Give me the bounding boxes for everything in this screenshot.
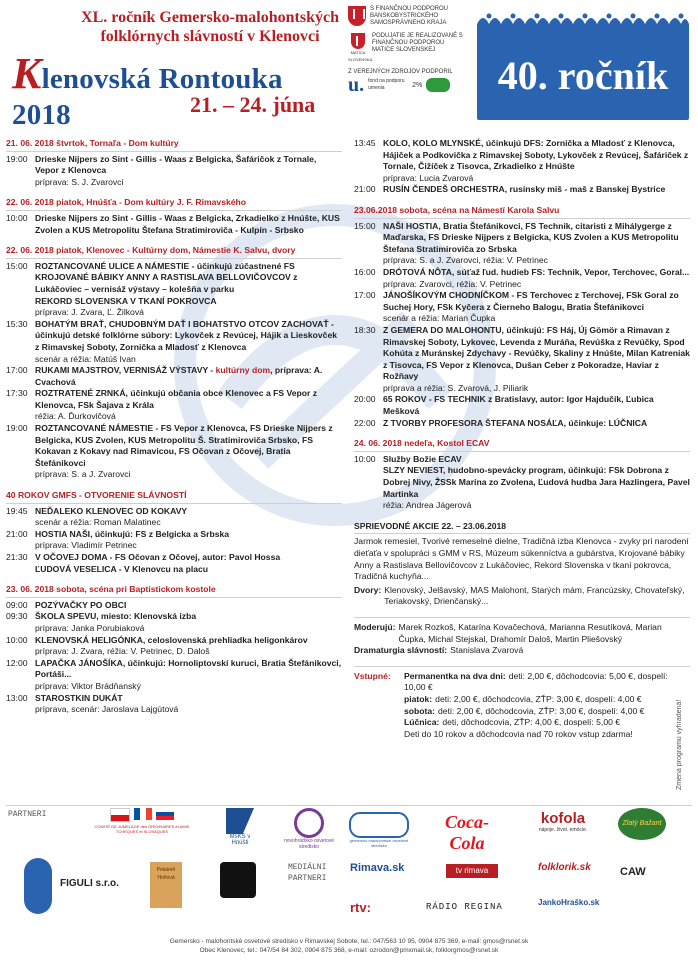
item-detail: príprava: Janka Porubiaková xyxy=(35,622,145,633)
item-body xyxy=(35,272,342,295)
item-time: 21:00 xyxy=(6,528,28,539)
sponsor-bbsk xyxy=(348,6,463,27)
vstupne-section xyxy=(354,666,690,741)
program-item xyxy=(354,221,690,267)
program-section xyxy=(354,138,690,196)
moderuju-label: Moderujú: xyxy=(354,621,396,632)
ruch-logo xyxy=(220,862,256,898)
program-item xyxy=(6,552,342,564)
credits-section xyxy=(354,617,690,657)
program-item xyxy=(6,611,342,634)
map-logo-icon xyxy=(426,78,450,92)
slovak-flag-icon xyxy=(156,808,174,820)
item-title: KLENOVSKÁ HELIGÓNKA, celoslovenská prehliadka heligonkárov xyxy=(35,634,308,645)
item-time: 10:00 xyxy=(6,634,28,645)
item-title: Služby Božie ECAV xyxy=(383,453,462,464)
item-title: NEĎALEKO KLENOVEC OD KOKAVY xyxy=(35,505,188,516)
item-detail: príprava: S. J. Zvarovci xyxy=(35,176,124,187)
vstupne-label: Vstupné: xyxy=(354,670,391,681)
item-time: 19:00 xyxy=(6,153,28,164)
item-body xyxy=(383,138,690,184)
pekaren-logo: Pekáreň Hriňová xyxy=(150,862,182,908)
item-time: 12:00 xyxy=(6,657,28,668)
kofola-logo xyxy=(528,810,598,833)
item-body xyxy=(35,261,342,273)
item-detail: scenár a réžia: Roman Malatinec xyxy=(35,517,161,528)
item-body xyxy=(35,552,342,564)
item-title: V OČOVEJ DOMA - FS Očovan z Očovej, autor: Pavol Hossa xyxy=(35,552,281,562)
item-detail: príprava: Vladimír Petrinec xyxy=(35,540,137,551)
title-initial: K xyxy=(12,49,42,98)
item-body xyxy=(35,658,342,693)
item-body xyxy=(383,325,690,395)
item-title: HOSTIA NAŠI, účinkujú: FS z Belgicka a Srbska xyxy=(35,528,230,539)
item-title: RUSÍN ČENDEŠ ORCHESTRA, rusínsky miš - maš z Banskej Bystrice xyxy=(383,184,666,195)
msks-text: MsKS v Hnúšti xyxy=(229,834,251,846)
program-item xyxy=(6,529,342,552)
program-section xyxy=(354,205,690,429)
program-item xyxy=(6,506,342,529)
item-time: 19:00 xyxy=(6,423,28,434)
sprievodne-section xyxy=(354,521,690,608)
price-day: piatok: xyxy=(404,693,433,704)
dvory-text: Klenovský, Jelšavský, MAS Malohont, Starých mám, Francúzsky, Chovateľský, Teriakovský, Drienčanský... xyxy=(384,584,685,607)
novohradske-icon xyxy=(294,808,324,838)
item-time: 17:30 xyxy=(6,388,28,399)
item-time: 22:00 xyxy=(354,417,376,428)
program-item xyxy=(6,272,342,295)
price-day: Lúčnica: xyxy=(404,717,440,728)
item-time: 13:45 xyxy=(354,138,376,148)
item-detail: príprava: Lucia Zvarová xyxy=(383,172,474,183)
item-title: ROZTANCOVANÉ NÁMESTIE - FS Vepor z Klenovca, FS Drieske Nijpers z Belgicka, KUS Zvolen, KUS Metropolitu Š. Stratimiroviča Srbsko, FS Kokavan z Kokavy nad Rimavicou, FS Očovan z Očovej, Bratia Štefánikovci xyxy=(35,423,333,468)
item-time: 15:30 xyxy=(6,318,28,329)
price-day: sobota: xyxy=(404,705,436,716)
program-item xyxy=(354,465,690,511)
item-title: Z TVORBY PROFESORA ŠTEFANA NOSÁĽA, účinkuje: LÚČNICA xyxy=(383,417,648,428)
rimava-logo: Rimava.sk xyxy=(350,862,405,874)
program-item xyxy=(354,325,690,395)
anniversary-text: 40. ročník xyxy=(497,53,669,98)
program-item xyxy=(6,693,342,716)
item-body xyxy=(35,611,342,634)
folklorik-logo: folklorik.sk xyxy=(538,862,591,873)
item-time xyxy=(6,564,35,576)
item-detail: príprava: S. a J. Zvarovci, réžia: V. Petrinec xyxy=(383,255,548,266)
section-heading: 23.06.2018 sobota, scéna na Námestí Karola Salvu xyxy=(354,205,690,219)
item-time: 19:45 xyxy=(6,505,28,516)
comite-text: COMITÉ DE JUMELAGE des ORIGINAIRES et AMIS TCHEQUES et SLOVAQUES xyxy=(94,824,190,834)
price-row xyxy=(404,694,690,706)
program-item xyxy=(6,213,342,236)
item-body xyxy=(35,365,342,388)
item-title: Z GEMERA DO MALOHONTU, účinkujú: FS Háj, Új Gömör a Rimavan z Rimavskej Soboty, Lykovec, Levenda z Muráňa, Revúška z Revúčky, Spod Kohúta z Muránskej Zdychavy - Revúčky, Skaliny z Hnúšte, Milan Katreniak z Tisovca, FS Vepor z Klenovca, Dušan Ceber z Pokoradze, Haviar z Rožňavy xyxy=(383,324,690,382)
item-body xyxy=(35,600,342,612)
header-line-1: XL. ročník Gemersko-malohontských xyxy=(81,9,339,26)
item-body xyxy=(383,267,690,290)
section-heading: 22. 06. 2018 piatok, Hnúšťa - Dom kultúry J. F. Rimavského xyxy=(6,197,342,211)
moderuju-row xyxy=(354,622,690,645)
item-time: 15:00 xyxy=(354,220,376,231)
zlaty-bazant-logo: Zlatý Bažant xyxy=(618,808,666,840)
price-values: deti: 2,00 €, dôchodcovia: 5,00 €, dospelí: 10,00 € xyxy=(404,670,668,693)
item-title: 65 ROKOV - FS TECHNIK z Bratislavy, autor: Igor Hajdučík, Ľubica Mešková xyxy=(383,394,654,417)
item-title: KROJOVANÉ BÁBIKY ANNY A RASTISLAVA BELLOVIČOVCOV z Lukáčoviec – vernisáž výstavy – kolešňa v parku xyxy=(35,272,298,294)
msks-logo xyxy=(222,808,258,846)
program-section xyxy=(6,584,342,716)
item-body xyxy=(35,319,342,365)
radio-regina-logo: RÁDIO REGINA xyxy=(426,902,503,912)
program-item xyxy=(6,423,342,481)
program-right-column xyxy=(354,138,690,749)
price-values: deti: 2,00 €, dôchodcovia, ZŤP: 3,00 €, dospelí: 4,00 € xyxy=(435,693,642,704)
item-time: 21:30 xyxy=(6,552,28,562)
sponsor-bbsk-text: S FINANČNOU PODPOROU BANSKOBYSTRICKÉHO SAMOSPRÁVNEHO KRAJA xyxy=(370,6,449,26)
vstupne-row xyxy=(354,671,690,741)
item-body xyxy=(35,529,342,552)
czech-flag-icon xyxy=(110,808,130,822)
novohradske-logo xyxy=(282,808,336,850)
item-title: JÁNOŠÍKOVÝM CHODNÍČKOM - FS Terchovec z Terchovej, FSk Goral zo Suchej Hory, FSk Kyčera z Čierneho Balogu, Bratia Štefánikovci xyxy=(383,290,679,312)
item-detail: príprava a réžia: S. Zvarová, J. Piliarik xyxy=(383,382,529,393)
item-time: 21:00 xyxy=(354,184,376,195)
footer-line-2: Obec Klenovec, tel.: 047/54 84 302, 0904 875 368, e-mail: ozrodon@pmxmail.sk, folklorgmos@rsnet.sk xyxy=(199,947,499,954)
dramaturgia-row xyxy=(354,645,690,657)
program-item xyxy=(354,138,690,184)
item-time: 20:00 xyxy=(354,394,376,405)
item-time: 17:00 xyxy=(354,290,376,301)
program-section xyxy=(6,490,342,575)
sprievodne-heading: SPRIEVODNÉ AKCIE 22. – 23.06.2018 xyxy=(354,521,690,535)
item-body xyxy=(383,221,690,267)
program-item xyxy=(354,394,690,417)
item-body xyxy=(383,465,690,511)
item-time: 17:00 xyxy=(6,365,28,376)
right-sections xyxy=(354,138,690,512)
item-title: ROZTRATENÉ ZRNKÁ, účinkujú občania obce Klenovec a FS Vepor z Klenovca, FSk Šajava z Krála xyxy=(35,388,318,410)
program-item xyxy=(6,635,342,658)
sponsor-matica-text: PODUJATIE JE REALIZOVANÉ S FINANČNOU PODPOROU MATICE SLOVENSKEJ xyxy=(372,33,463,53)
item-time: 10:00 xyxy=(354,453,376,464)
item-detail: príprava: Viktor Brádňanský xyxy=(35,680,141,691)
media-label-1: MEDIÁLNI xyxy=(288,863,327,872)
caw-logo: CAW xyxy=(620,866,646,878)
item-title: ĽUDOVÁ VESELICA - V Klenovcu na placu xyxy=(35,563,209,574)
price-row xyxy=(404,671,690,694)
item-body xyxy=(383,418,690,430)
fpu-text: fond na podporu umenia xyxy=(368,78,405,91)
matica-logo-text: MATICA SLOVENSKÁ xyxy=(348,50,373,62)
program-item xyxy=(6,319,342,365)
kofola-text: kofola xyxy=(540,810,586,827)
item-time: 09:30 xyxy=(6,611,28,622)
item-title: REKORD SLOVENSKA V TKANÍ POKROVCA xyxy=(35,295,217,306)
item-body xyxy=(383,290,690,325)
program-item xyxy=(354,267,690,290)
price-day: Permanentka na dva dni: xyxy=(404,670,506,681)
item-title: DRÓTOVÁ NÔTA, súťaž ľud. hudieb FS: Technik, Vepor, Terchovec, Goral... xyxy=(383,266,690,277)
item-time: 09:00 xyxy=(6,599,28,610)
program-section xyxy=(6,197,342,236)
two-percent-label: 2% xyxy=(412,81,423,89)
program-left-column xyxy=(6,138,342,725)
bbsk-shield-icon xyxy=(348,6,366,26)
program-item xyxy=(354,418,690,430)
free-entry-note: Deti do 10 rokov a dôchodcovia nad 70 rokov vstup zdarma! xyxy=(404,728,633,739)
item-time xyxy=(6,272,35,295)
item-title: BOHATÝM BRAŤ, CHUDOBNÝM DAŤ I BOHATSTVO OTCOV ZACHOVAŤ - účinkujú detské folklórne súbory: Lykovček z Revúcej, Hájik a Lieskovček z Rimavskej Soboty, Zornička a Mladosť z Klenovca xyxy=(35,318,338,352)
item-body xyxy=(35,154,342,189)
program-item xyxy=(354,454,690,466)
item-title: STAROSTKIN DUKÁT xyxy=(35,692,123,703)
french-flag-icon xyxy=(134,808,152,820)
gmos-icon xyxy=(349,812,409,838)
item-title: SLZY NEVIEST, hudobno-spevácky program, účinkujú: FSk Dobrona z Dobrej Nivy, ŽSSk Marína zo Zvolena, Ľudová hudba Jara Hazlingera, Pavel Martinka xyxy=(383,465,690,499)
section-heading: 22. 06. 2018 piatok, Klenovec - Kultúrny dom, Námestie K. Salvu, dvory xyxy=(6,245,342,259)
folk-figure-logo xyxy=(24,858,52,914)
price-values: deti: 2,00 €, dôchodcovia, ZŤP: 3,00 €, dospelí: 4,00 € xyxy=(438,705,645,716)
footer-contacts xyxy=(0,937,698,955)
dvory-row xyxy=(354,585,690,608)
program-item xyxy=(6,658,342,693)
fpu-u-icon: u. xyxy=(348,73,365,96)
item-title: Drieske Nijpers zo Sint - Gillis - Waas z Belgicka, Šafáričok z Tornale, Vepor z Klenovca xyxy=(35,153,317,176)
dvory-label: Dvory: xyxy=(354,584,382,595)
footer-line-1: Gemersko - malohontské osvetové stredisko v Rimavskej Sobote, tel.: 047/563 10 95, 0904 875 369, e-mail: gmos@rsnet.sk xyxy=(169,938,529,945)
sprievodne-text: Jarmok remesiel, Tvorivé remeselné dielne, Tradičná izba Klenovca - zvyky pri narodení dieťaťa v spolupráci s GMM v RS, Múzeum súkenníctva a gubárstva, Krojované bábiky Anny a Rastislava Bellovičovcov z Lukáčoviec, Rekord Slovenska v tkaní pokrovca, Tradičná kuchyňa... xyxy=(354,536,689,582)
program-item xyxy=(6,365,342,388)
item-detail: príprava: J. Zvara, réžia: V. Petrinec, D. Daloš xyxy=(35,646,210,657)
program-item xyxy=(6,296,342,319)
tvrimava-logo: tv rimava xyxy=(446,864,498,878)
item-detail: réžia: A. Ďurkovičová xyxy=(35,411,116,422)
program-section xyxy=(6,245,342,481)
moderuju-text: Marek Rozkoš, Katarína Kovačechová, Marianna Resutíková, Marian Čupka, Michal Stejskal, Drahomír Daloš, Martin Pliešovský xyxy=(398,621,662,644)
sponsor-fpu xyxy=(348,69,463,96)
item-body xyxy=(35,564,342,576)
festival-dates: 21. – 24. júna xyxy=(190,92,316,117)
sponsor-matica xyxy=(348,33,463,63)
item-body xyxy=(35,423,342,481)
item-body xyxy=(35,693,342,716)
item-title: Drieske Nijpers zo Sint - Gillis - Waas z Belgicka, Zrkadielko z Hnúšte, KUS Zvolen a KUS Metropolitu Štefana Stratimiroviča - Kulpín - Srbsko xyxy=(35,212,340,235)
program-change-note: Zmena programu vyhradená! xyxy=(676,699,683,790)
item-time: 13:00 xyxy=(6,692,28,703)
section-heading: 40 ROKOV GMFS - OTVORENIE SLÁVNOSTÍ xyxy=(6,490,342,504)
rtv-logo: rtv: xyxy=(350,900,371,915)
program-item xyxy=(354,290,690,325)
section-heading: 21. 06. 2018 štvrtok, Tornaľa - Dom kultúry xyxy=(6,138,342,152)
item-detail: príprava: S. a J. Zvarovci xyxy=(35,469,131,480)
program-item xyxy=(6,388,342,423)
item-title: KOLO, KOLO MLYNSKÉ, účinkujú DFS: Zornička a Mladosť z Klenovca, Hájiček a Podkovička z Rimavskej Soboty, Lykovček z Revúcej, Šafáriček z Tornale, Čižíček z Tisovca, Zrkadielko z Hnúšte xyxy=(383,138,689,172)
media-label-2: PARTNERI xyxy=(288,874,327,883)
partners-label: PARTNERI xyxy=(8,810,47,819)
item-time: 10:00 xyxy=(6,212,28,223)
item-time: 16:00 xyxy=(354,266,376,277)
section-heading: 23. 06. 2018 sobota, scéna pri Baptistickom kostole xyxy=(6,584,342,598)
vstupne-list xyxy=(404,671,690,741)
item-detail: príprava: Zvarovci, réžia: V. Petrinec xyxy=(383,278,522,289)
program-section xyxy=(6,138,342,188)
item-title: ROZTANCOVANÉ ULICE A NÁMESTIE - účinkujú zúčastnené FS xyxy=(35,260,295,271)
gmos-text: gemersko-malohontské osvetové stredisko xyxy=(349,838,409,848)
item-detail: réžia: Andrea Jágerová xyxy=(383,500,472,511)
program-item xyxy=(6,564,342,576)
item-detail: scenár a réžia: Matúš Ivan xyxy=(35,353,136,364)
price-row xyxy=(404,717,690,729)
jankohrasko-logo: JankoHraško.sk xyxy=(538,898,600,907)
sponsor-block xyxy=(348,6,463,96)
price-values: deti, dôchodcovia, ZŤP: 4,00 €, dospelí: 5,00 € xyxy=(442,717,621,728)
item-body xyxy=(383,184,690,196)
item-title: ŠKOLA SPEVU, miesto: Klenovská izba xyxy=(35,611,197,622)
item-time: 15:00 xyxy=(6,260,28,271)
msks-icon xyxy=(226,808,254,834)
sponsor-fpu-text: Z VEREJNÝCH ZDROJOV PODPORIL xyxy=(348,69,453,75)
program-item xyxy=(6,600,342,612)
cocacola-logo: Coca-Cola xyxy=(445,812,489,853)
partners-divider xyxy=(6,805,692,806)
comite-logo xyxy=(88,808,196,834)
kofola-sub: nápoje. život. emócie. xyxy=(538,827,588,833)
item-title: NAŠI HOSTIA, Bratia Štefánikovci, FS Technik, citaristi z Mihálygerge z Maďarska, FS Drieske Nijpers z Belgicka, KUS Zvolen a KUS Metropolitu Štefana Stratimiroviča zo Srbska xyxy=(383,220,679,254)
section-heading: 24. 06. 2018 nedeľa, Kostol ECAV xyxy=(354,438,690,452)
media-partners-label xyxy=(288,862,326,884)
item-time: 18:30 xyxy=(354,324,376,335)
figuli-logo: FIGULI s.r.o. xyxy=(60,878,119,889)
festival-title xyxy=(12,48,342,132)
item-time xyxy=(354,465,383,511)
matica-shield-icon xyxy=(351,33,365,49)
program-item xyxy=(6,154,342,189)
item-body xyxy=(35,213,342,236)
program-section xyxy=(354,438,690,512)
item-body xyxy=(35,296,342,319)
gmos-logo xyxy=(348,812,410,848)
item-time xyxy=(6,296,35,319)
program-item xyxy=(354,184,690,196)
item-body xyxy=(35,388,342,423)
title-rest: lenovská Rontouka 2018 xyxy=(12,63,283,131)
novohradske-text: novohradsko osvetové stredisko xyxy=(283,838,335,850)
dramaturgia-label: Dramaturgia slávností: xyxy=(354,645,448,656)
item-title: RUKAMI MAJSTROV, VERNISÁŽ VÝSTAVY - kultúrny dom, príprava: A. Cvachová xyxy=(35,365,323,387)
price-row xyxy=(404,706,690,718)
dramaturgia-text: Stanislava Zvarová xyxy=(450,645,524,656)
program-item xyxy=(6,261,342,273)
item-detail: príprava: J. Zvara, Ľ. Žilková xyxy=(35,307,144,318)
item-body xyxy=(383,454,690,466)
item-detail: príprava, scenár: Jaroslava Lajgútová xyxy=(35,704,179,715)
item-detail: scenár a réžia: Marian Čupka xyxy=(383,313,496,324)
item-body xyxy=(383,394,690,417)
item-body xyxy=(35,506,342,529)
header-line-2: folklórnych slávností v Klenovci xyxy=(100,28,320,45)
item-title: LAPAČKA JÁNOŠÍKA, účinkujú: Hornoliptovskí kuruci, Bratia Štefánikovci, Portáši... xyxy=(35,657,342,680)
item-title: POZÝVAČKY PO OBCI xyxy=(35,599,127,610)
item-body xyxy=(35,635,342,658)
